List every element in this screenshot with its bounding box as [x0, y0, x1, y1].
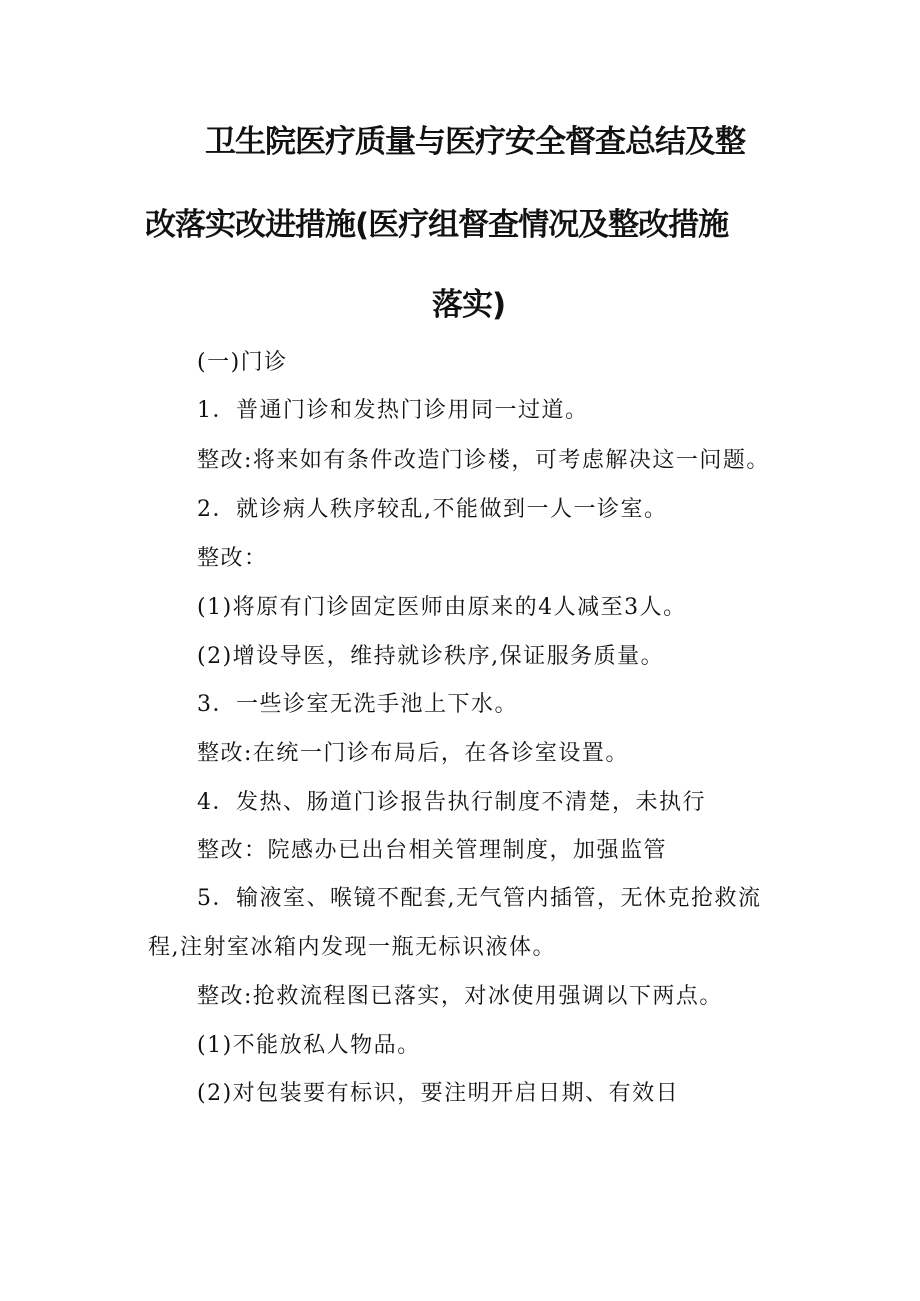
rectification-4: 整改：院感办已出台相关管理制度，加强监管: [197, 838, 668, 863]
rectification-3: 整改:在统一门诊布局后，在各诊室设置。: [197, 741, 629, 766]
issue-1: 1．普通门诊和发热门诊用同一过道。: [197, 398, 589, 423]
rectification-2-item-1: (1)将原有门诊固定医师由原来的4人减至3人。: [197, 595, 687, 620]
document-title-line-3: 落实): [432, 287, 506, 323]
section-heading-outpatient: (一)门诊: [197, 350, 288, 375]
rectification-2-item-2: (2)增设导医，维持就诊秩序,保证服务质量。: [197, 644, 665, 669]
issue-2: 2．就诊病人秩序较乱,不能做到一人一诊室。: [197, 497, 668, 522]
rectification-1: 整改:将来如有条件改造门诊楼，可考虑解决这一问题。: [197, 448, 770, 473]
rectification-5-item-1: (1)不能放私人物品。: [197, 1033, 421, 1058]
document-title-line-2: 改落实改进措施(医疗组督查情况及整改措施: [145, 207, 729, 243]
rectification-2-label: 整改：: [197, 546, 268, 571]
rectification-5: 整改:抢救流程图已落实，对冰使用强调以下两点。: [197, 984, 723, 1009]
issue-3: 3．一些诊室无洗手池上下水。: [197, 692, 518, 717]
issue-5-line-2: 程,注射室冰箱内发现一瓶无标识液体。: [148, 935, 556, 960]
issue-5-line-1: 5．输液室、喉镜不配套,无气管内插管，无休克抢救流: [197, 886, 762, 911]
issue-4: 4．发热、肠道门诊报告执行制度不清楚，未执行: [197, 790, 706, 815]
rectification-5-item-2: (2)对包装要有标识，要注明开启日期、有效日: [197, 1081, 680, 1106]
document-title-line-1: 卫生院医疗质量与医疗安全督查总结及整: [205, 124, 745, 160]
